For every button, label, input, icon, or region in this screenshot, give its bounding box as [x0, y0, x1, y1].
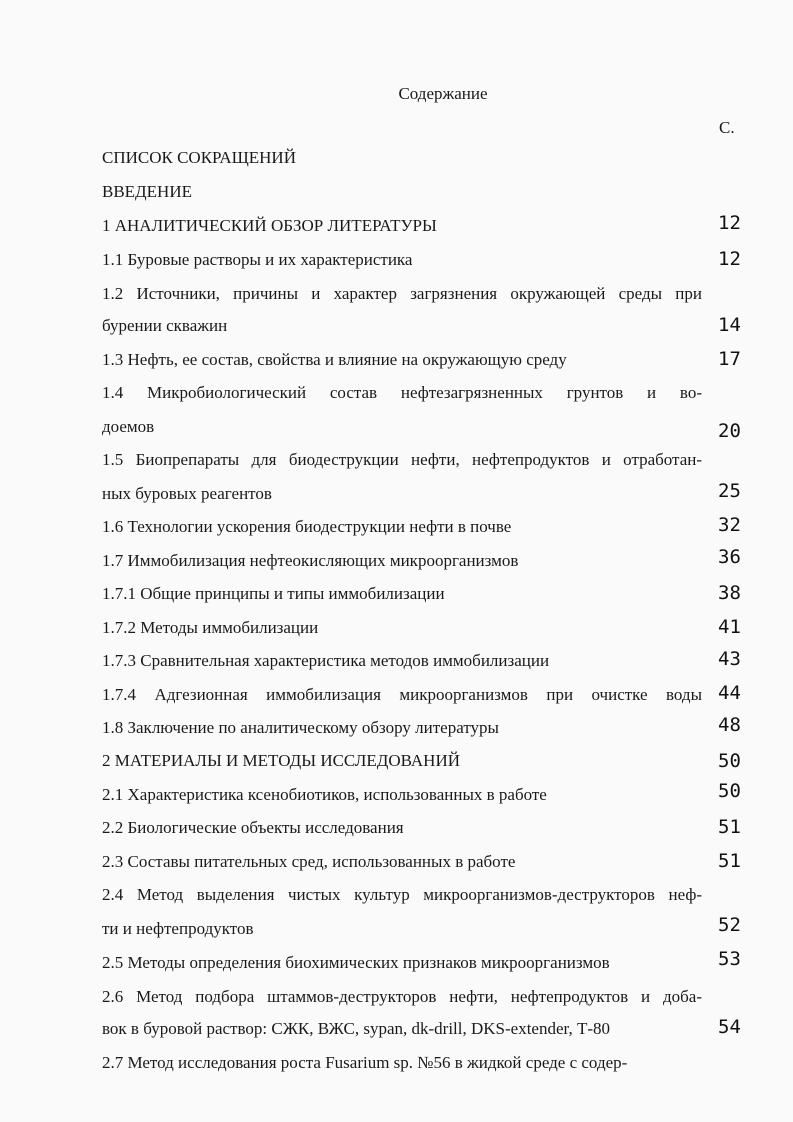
toc-entry-text: ВВЕДЕНИЕ — [102, 182, 192, 201]
toc-entry-text: 2.6 Метод подбора штаммов-деструкторов нефти, нефтепродуктов и доба- — [102, 987, 702, 1006]
toc-page-number: 17 — [718, 348, 741, 370]
toc-page-number: 25 — [718, 480, 741, 502]
page-title: Содержание — [398, 84, 488, 103]
toc-page-number: 53 — [718, 948, 741, 970]
toc-page-number: 50 — [718, 780, 741, 802]
toc-page-number: 14 — [718, 314, 741, 336]
toc-entry-text: доемов — [102, 417, 155, 436]
toc-entry-text: ти и нефтепродуктов — [102, 919, 254, 938]
toc-entry-text: СПИСОК СОКРАЩЕНИЙ — [102, 148, 296, 167]
toc-entry-text: 1.7.1 Общие принципы и типы иммобилизации — [102, 584, 445, 603]
toc-page-number: 36 — [718, 546, 741, 568]
toc-entry-text: 1.5 Биопрепараты для биодеструкции нефти, нефтепродуктов и отработан- — [102, 450, 702, 469]
toc-entry-text: 2 МАТЕРИАЛЫ И МЕТОДЫ ИССЛЕДОВАНИЙ — [102, 751, 461, 770]
toc-page-number: 50 — [718, 750, 741, 772]
toc-entry-text: 1 АНАЛИТИЧЕСКИЙ ОБЗОР ЛИТЕРАТУРЫ — [102, 216, 437, 235]
toc-page-number: 54 — [718, 1016, 741, 1038]
toc-entry-text: 1.1 Буровые растворы и их характеристика — [102, 250, 413, 269]
toc-entry-text: 2.4 Метод выделения чистых культур микроорганизмов-деструкторов неф- — [102, 885, 702, 904]
toc-page-number: 51 — [718, 816, 741, 838]
toc-entry-text: 2.1 Характеристика ксенобиотиков, использованных в работе — [102, 785, 547, 804]
toc-entry-text: вок в буровой раствор: СЖК, ВЖС, sypan, dk-drill, DKS-extender, Т-80 — [102, 1019, 611, 1038]
toc-entry-text: 1.7.2 Методы иммобилизации — [102, 618, 319, 637]
toc-page-number: 41 — [718, 616, 741, 638]
page-column-label: С. — [719, 118, 735, 137]
toc-entry-text: ных буровых реагентов — [102, 484, 272, 503]
toc-entry-text: 2.3 Составы питательных сред, использованных в работе — [102, 852, 516, 871]
toc-page-number: 32 — [718, 514, 741, 536]
toc-page-number: 12 — [718, 212, 741, 234]
toc-page-number: 48 — [718, 714, 741, 736]
toc-page-number: 52 — [718, 914, 741, 936]
toc-entry-text: 2.2 Биологические объекты исследования — [102, 818, 404, 837]
toc-entry-text: 2.7 Метод исследования роста Fusarium sp. №56 в жидкой среде с содер- — [102, 1053, 628, 1072]
toc-page-number: 43 — [718, 648, 741, 670]
toc-entry-text: 1.2 Источники, причины и характер загрязнения окружающей среды при — [102, 284, 702, 303]
toc-page-number: 20 — [718, 420, 741, 442]
toc-page-number: 44 — [718, 682, 741, 704]
toc-entry-text: 1.3 Нефть, ее состав, свойства и влияние на окружающую среду — [102, 350, 567, 369]
toc-entry-text: 2.5 Методы определения биохимических признаков микроорганизмов — [102, 953, 610, 972]
toc-entry-text: 1.6 Технологии ускорения биодеструкции нефти в почве — [102, 517, 512, 536]
toc-entry-text: 1.7.4 Адгезионная иммобилизация микроорганизмов при очистке воды — [102, 685, 702, 704]
toc-entry-text: 1.4 Микробиологический состав нефтезагрязненных грунтов и во- — [102, 383, 702, 402]
toc-page-number: 12 — [718, 248, 741, 270]
toc-entry-text: 1.7 Иммобилизация нефтеокисляющих микроорганизмов — [102, 551, 519, 570]
toc-entry-text: бурении скважин — [102, 316, 228, 335]
toc-entry-text: 1.8 Заключение по аналитическому обзору литературы — [102, 718, 499, 737]
toc-entry-text: 1.7.3 Сравнительная характеристика методов иммобилизации — [102, 651, 550, 670]
toc-page-number: 38 — [718, 582, 741, 604]
toc-page-number: 51 — [718, 850, 741, 872]
